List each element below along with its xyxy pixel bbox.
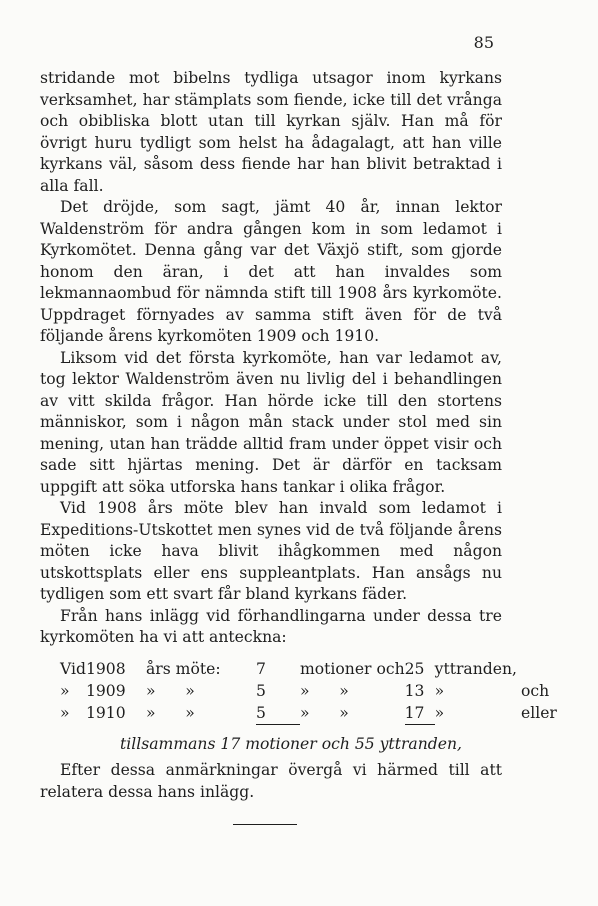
page-number: 85 [473, 33, 494, 52]
row-motions-label: motioner och [299, 660, 405, 678]
total-summary: tillsammans 17 motioner och 55 yttranden, [120, 735, 462, 753]
row-label: » » [145, 682, 195, 700]
row-label: » » [145, 704, 195, 723]
row-motions-label: » » [299, 682, 349, 700]
row-statements: 25 [404, 660, 425, 678]
statistics-table [60, 658, 557, 725]
row-statements-label: » [434, 704, 445, 723]
row-label: års möte: [145, 660, 221, 678]
row-motions: 5 [255, 682, 266, 700]
row-year: 1910 [85, 704, 126, 723]
closing-paragraph: Efter dessa anmärkningar övergå vi härmed till att relatera dessa hans inlägg. [40, 761, 502, 801]
row-statements-label: yttranden, [434, 660, 517, 678]
row-year: 1909 [85, 682, 126, 700]
body-text [40, 68, 502, 649]
paragraph: stridande mot bibelns tydliga utsagor inom kyrkans verksamhet, har stämplats som fiende, icke till det vrånga och obibliska blott utan till kyrkan själv. Han må för övrigt huru tydligt som helst ha ådagalagt, att han ville kyrkans väl, såsom dess fiende har han blivit betraktad i alla fall. [40, 69, 502, 195]
end-rule [233, 824, 297, 825]
paragraph: Vid 1908 års möte blev han invald som ledamot i Expeditions-Utskottet men synes vid de två följande årens möten icke hava blivit ihågkommen med någon utskottsplats eller ens suppleantplats. Han ansågs nu tydligen som ett svart får bland kyrkans fäder. [40, 499, 502, 603]
row-statements-label: » [434, 682, 445, 700]
row-prefix: » [60, 682, 70, 700]
row-motions-label: » » [299, 704, 349, 723]
table-row [60, 702, 557, 725]
table-row [60, 658, 557, 680]
row-statements: 17 [405, 702, 435, 725]
row-motions: 5 [256, 702, 300, 725]
row-tail: och [521, 682, 550, 700]
paragraph: Det dröjde, som sagt, jämt 40 år, innan lektor Waldenström för andra gången kom in som ledamot i Kyrkomötet. Denna gång var det Växjö stift, som gjorde honom den äran, i det att han invaldes som lekmannaombud för nämnda stift till 1908 års kyrkomöte. Uppdraget förnyades av samma stift även för de två följande årens kyrkomöten 1909 och 1910. [40, 198, 502, 345]
row-tail: eller [521, 704, 557, 723]
row-prefix: Vid [60, 660, 86, 678]
row-year: 1908 [85, 660, 126, 678]
row-tail [517, 658, 557, 680]
paragraph: Från hans inlägg vid förhandlingarna under dessa tre kyrkomöten ha vi att anteckna: [40, 606, 502, 646]
row-motions: 7 [255, 660, 266, 678]
table-row [60, 680, 557, 702]
row-prefix: » [60, 704, 70, 723]
row-statements: 13 [404, 682, 425, 700]
paragraph: Liksom vid det första kyrkomöte, han var ledamot av, tog lektor Waldenström även nu livlig del i behandlingen av vitt skilda frågor. Han hörde icke till den stortens människor, som i någon mån stack under stol med sin mening, utan han trädde alltid fram under öppet visir och sade sitt hjärtas mening. Det är därför en tacksam uppgift att söka utforska hans tankar i olika frågor. [40, 348, 502, 496]
